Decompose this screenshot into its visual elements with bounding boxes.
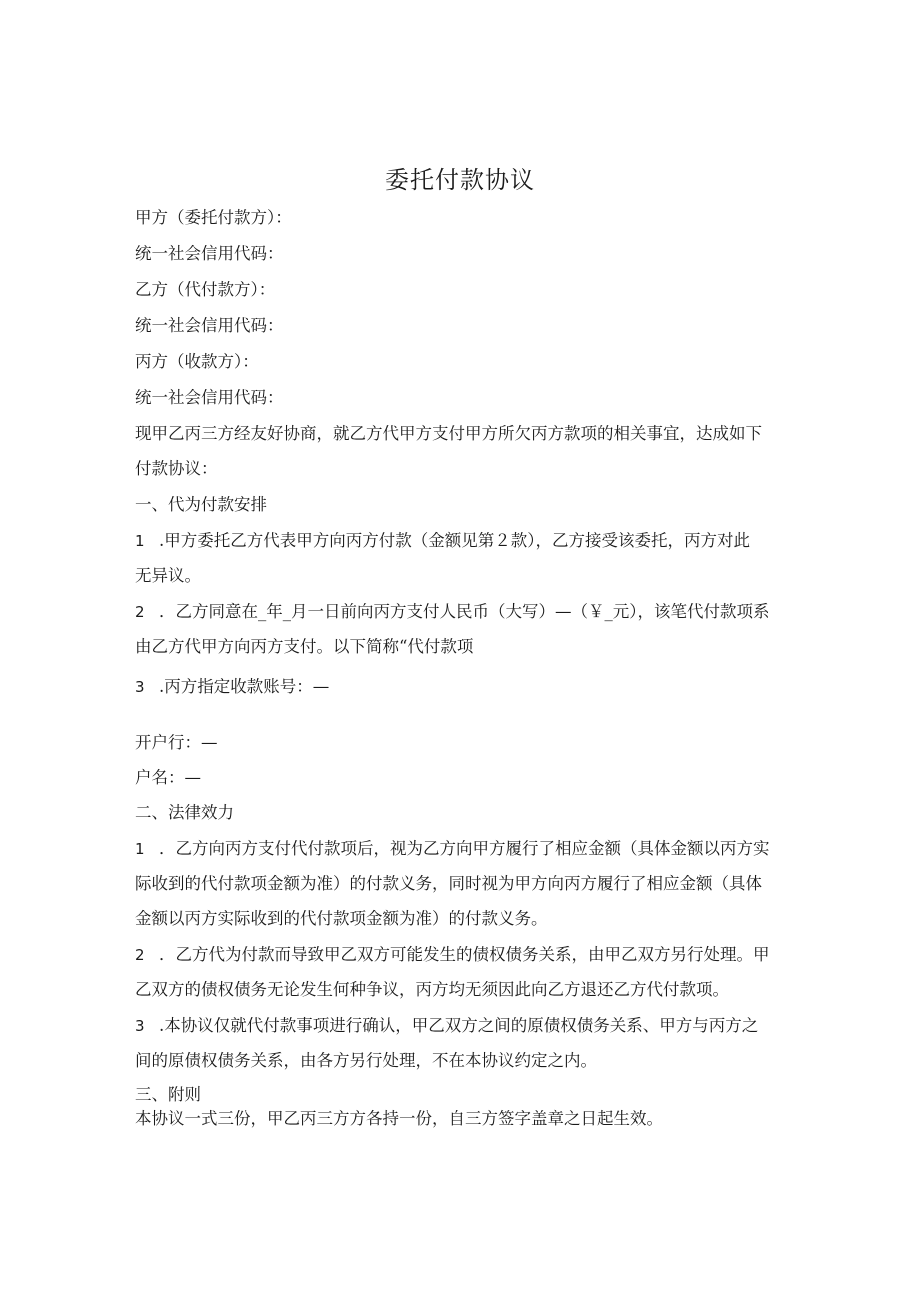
- document-title: 委托付款协议: [385, 166, 535, 194]
- section-2-item-1-line-3: 金额以丙方实际收到的代付款项金额为准）的付款义务。: [135, 909, 548, 928]
- section-2-item-3-number: 3: [135, 1017, 145, 1035]
- section-1-item-2-number: 2: [135, 603, 145, 621]
- section-1-item-2-line-2: 由乙方代甲方向丙方支付。以下简称“代付款项: [135, 637, 474, 656]
- section-2-item-3-line-1: [135, 1015, 785, 1037]
- intro-paragraph-line-1: 现甲乙丙三方经友好协商，就乙方代甲方支付甲方所欠丙方款项的相关事宜，达成如下: [135, 424, 762, 443]
- section-1-item-1-number: 1: [135, 532, 145, 550]
- section-1-item-3-number: 3: [135, 678, 145, 696]
- account-name-label: 户名：—: [135, 768, 201, 787]
- section-2-heading: 二、法律效力: [135, 803, 234, 822]
- party-b-label: 乙方（代付款方）：: [135, 280, 276, 299]
- bank-label: 开户行：—: [135, 733, 218, 752]
- section-3-paragraph: 本协议一式三份，甲乙丙三方方各持一份，自三方签字盖章之日起生效。: [135, 1109, 663, 1128]
- section-2-item-2-line-2: 乙双方的债权债务无论发生何种争议，丙方均无须因此向乙方退还乙方代付款项。: [135, 980, 729, 999]
- section-2-item-3-line-2: 间的原债权债务关系，由各方另行处理，不在本协议约定之内。: [135, 1051, 597, 1070]
- section-1-item-1-line-2: 无异议。: [135, 566, 201, 585]
- section-2-item-1-number: 1: [135, 840, 145, 858]
- party-a-label: 甲方（委托付款方）：: [135, 208, 292, 227]
- section-3-heading: 三、附则: [135, 1085, 201, 1104]
- section-1-item-3-text: .丙方指定收款账号：—: [159, 677, 330, 696]
- intro-paragraph-line-2: 付款协议：: [135, 459, 218, 478]
- party-c-code-label: 统一社会信用代码：: [135, 388, 284, 407]
- section-1-item-3-line-1: [135, 676, 785, 698]
- party-a-code-label: 统一社会信用代码：: [135, 244, 284, 263]
- section-2-item-2-line-1: [135, 944, 785, 966]
- section-1-heading: 一、代为付款安排: [135, 495, 267, 514]
- section-1-item-2-line-1: [135, 601, 785, 623]
- party-b-code-label: 统一社会信用代码：: [135, 316, 284, 335]
- section-2-item-3-text: .本协议仅就代付款事项进行确认，甲乙双方之间的原债权债务关系、甲方与丙方之: [159, 1016, 759, 1035]
- section-2-item-2-text: ．乙方代为付款而导致甲乙双方可能发生的债权债务关系，由甲乙双方另行处理。甲: [159, 945, 770, 964]
- section-2-item-1-text: ．乙方向丙方支付代付款项后，视为乙方向甲方履行了相应金额（具体金额以丙方实: [159, 839, 770, 858]
- section-1-item-1-text: .甲方委托乙方代表甲方向丙方付款（金额见第２款），乙方接受该委托，丙方对此: [159, 531, 750, 550]
- section-2-item-1-line-2: 际收到的代付款项金额为准）的付款义务，同时视为甲方向丙方履行了相应金额（具体: [135, 874, 762, 893]
- section-2-item-1-line-1: [135, 838, 785, 860]
- section-2-item-2-number: 2: [135, 946, 145, 964]
- section-1-item-1-line-1: [135, 530, 785, 552]
- party-c-label: 丙方（收款方）：: [135, 352, 259, 371]
- section-1-item-2-text: ．乙方同意在_年_月一日前向丙方支付人民币（大写）—（￥_元），该笔代付款项系: [159, 602, 770, 621]
